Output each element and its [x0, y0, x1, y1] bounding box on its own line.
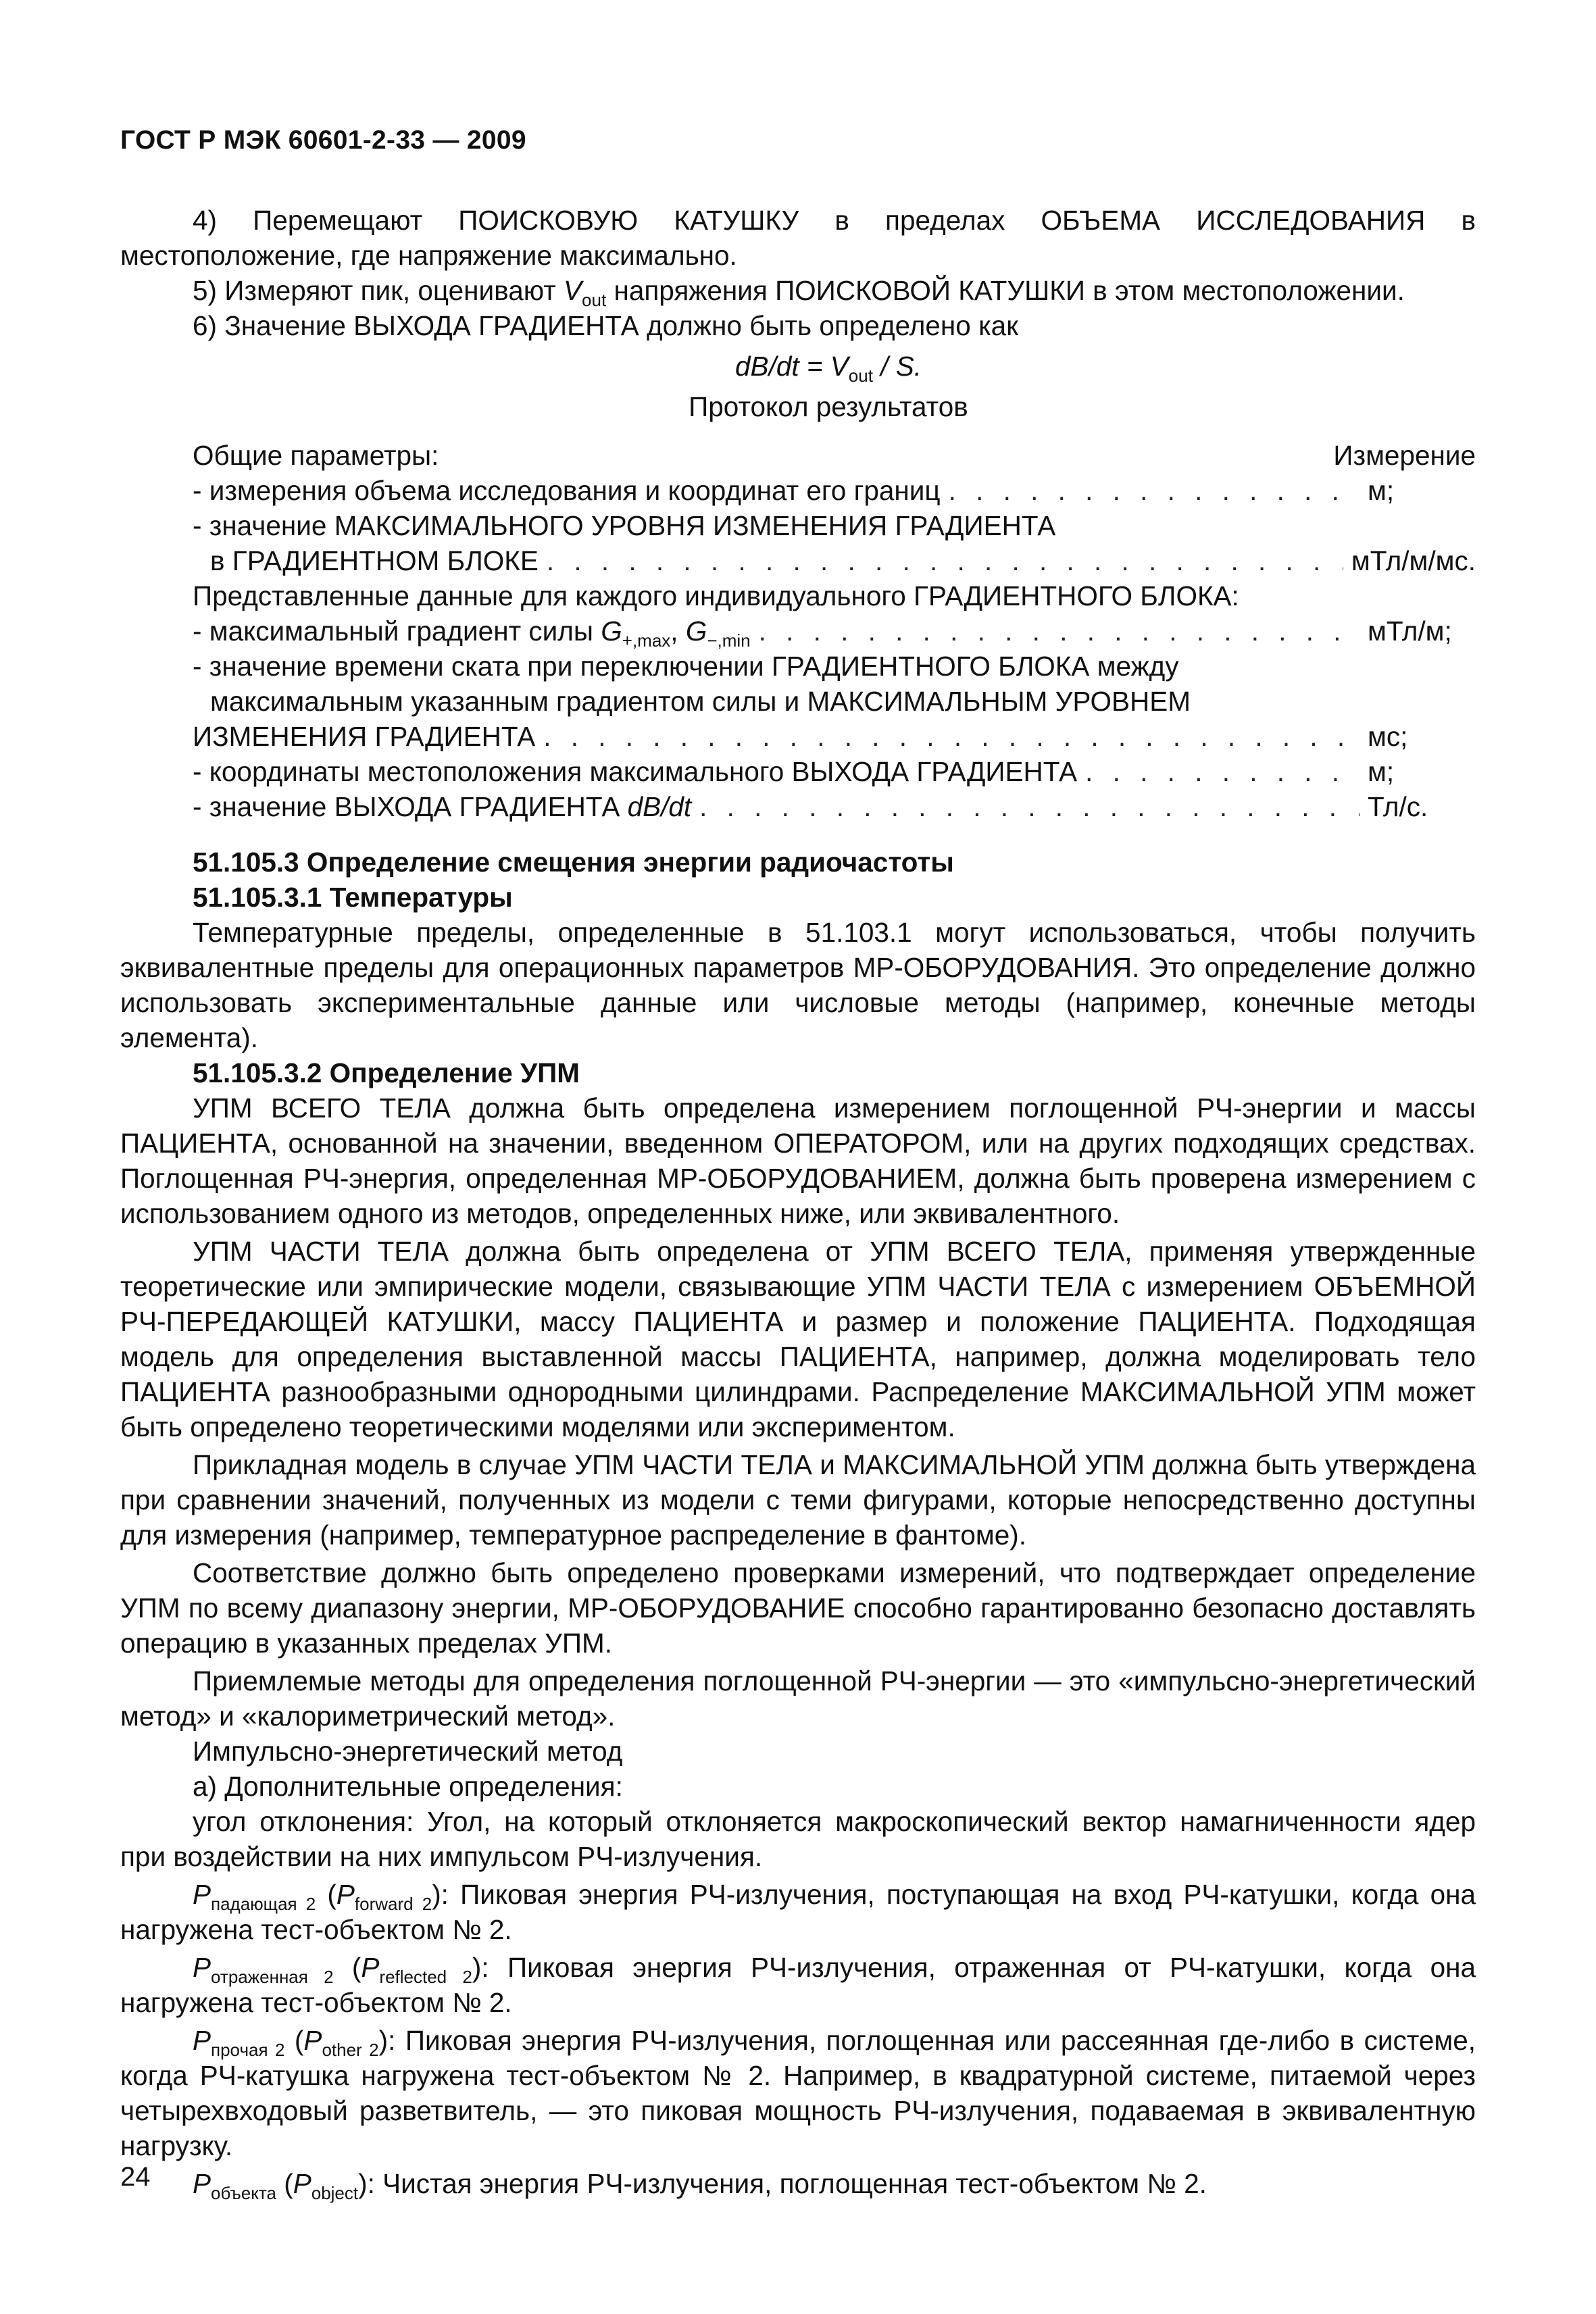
g-minus-symbol: G [685, 615, 707, 647]
paren: ( [276, 2168, 293, 2199]
definition-text: ): Чистая энергия РЧ-излучения, поглощенная тест-объектом № 2. [358, 2168, 1207, 2199]
protocol-item-2-line-1: - значение МАКСИМАЛЬНОГО УРОВНЯ ИЗМЕНЕНИЯ ГРАДИЕНТА [193, 510, 1056, 541]
p-symbol: P [293, 2168, 311, 2199]
gradient-formula [181, 349, 1476, 384]
protocol-item-4-unit: мс; [1368, 721, 1408, 752]
protocol-item-3 [193, 613, 1476, 649]
protocol-list [193, 438, 1476, 824]
definition-text: ): Пиковая энергия РЧ-излучения, поглощенная или рассеянная где-либо в системе, когда РЧ-катушка нагружена тест-объектом № 2. Например, в квадратурной системе, питаемой через четырехвходовый разветвитель, — это пиковая мощность РЧ-излучения, подаваемая в эквивалентную нагрузку. [120, 2025, 1476, 2161]
protocol-item-6 [193, 789, 1476, 824]
p-symbol: P [193, 1879, 211, 1910]
paren: ( [284, 2025, 304, 2056]
measurement-label: Измерение [1333, 440, 1476, 471]
p-subscript: падающая 2 [211, 1894, 316, 1914]
item-3-label: - максимальный градиент силы [193, 615, 601, 647]
g-plus-subscript: +,max [622, 630, 671, 651]
comma: , [670, 615, 686, 647]
sar-paragraph-5: Приемлемые методы для определения поглощенной РЧ-энергии — это «импульсно-энергетический метод» и «калориметрический метод». [120, 1665, 1476, 1732]
dot-leader [543, 719, 1360, 754]
p-subscript: объекта [211, 2183, 276, 2203]
dot-leader [547, 543, 1343, 578]
definition-text: ): Пиковая энергия РЧ-излучения, поступающая на вход РЧ-катушки, когда она нагружена тест-объектом № 2. [120, 1879, 1476, 1945]
dot-leader [949, 473, 1360, 508]
protocol-item-3-text [193, 613, 751, 649]
definition-p-reflected [120, 1950, 1476, 2020]
protocol-item-5 [193, 754, 1476, 789]
page-content [120, 203, 1476, 2201]
dot-leader [759, 613, 1360, 649]
page-number: 24 [120, 2162, 151, 2192]
definition-p-other [120, 2023, 1476, 2163]
voltage-symbol: V [564, 275, 582, 306]
item-6-label: - значение ВЫХОДА ГРАДИЕНТА [193, 791, 628, 822]
p-subscript: reflected 2 [379, 1967, 472, 1987]
protocol-item-6-unit: Тл/с. [1368, 791, 1428, 822]
section-heading-51-105-3-1: 51.105.3.1 Температуры [193, 882, 513, 913]
g-plus-symbol: G [601, 615, 622, 647]
formula-lhs: dB/dt = V [735, 351, 849, 382]
step-4: 4) Перемещают ПОИСКОВУЮ КАТУШКУ в пределах ОБЪЕМА ИССЛЕДОВАНИЯ в местоположение, где напряжение максимально. [120, 205, 1476, 271]
protocol-item-2-unit: мТл/м/мс. [1351, 545, 1476, 576]
definition-p-forward [120, 1877, 1476, 1947]
p-symbol: P [193, 1952, 211, 1983]
protocol-item-4 [193, 719, 1476, 754]
definition-p-object [120, 2166, 1476, 2201]
p-symbol: P [361, 1952, 380, 1983]
protocol-item-1-text: - измерения объема исследования и координат его границ [193, 475, 941, 506]
dot-leader [699, 789, 1360, 824]
p-subscript: other 2 [322, 2040, 379, 2060]
protocol-title: Протокол результатов [689, 391, 968, 422]
paren: ( [333, 1952, 361, 1983]
definition-text: ): Пиковая энергия РЧ-излучения, отраженная от РЧ-катушки, когда она нагружена тест-объектом № 2. [120, 1952, 1476, 2018]
step-6: 6) Значение ВЫХОДА ГРАДИЕНТА должно быть определено как [193, 310, 1018, 341]
p-subscript: forward 2 [354, 1894, 432, 1914]
step-5-text: 5) Измеряют пик, оценивают [193, 275, 564, 306]
paren: ( [316, 1879, 336, 1910]
section-heading-51-105-3-2: 51.105.3.2 Определение УПМ [193, 1057, 580, 1088]
step-5-text-end: напряжения ПОИСКОВОЙ КАТУШКИ в этом местоположении. [606, 275, 1405, 306]
protocol-item-2-text: в ГРАДИЕНТНОМ БЛОКЕ [210, 545, 539, 576]
deflection-angle-definition: угол отклонения: Угол, на который отклоняется макроскопический вектор намагниченности ядер при воздействии на них импульсом РЧ-излучения. [120, 1806, 1476, 1872]
protocol-item-1 [193, 473, 1476, 508]
document-header: ГОСТ Р МЭК 60601-2-33 — 2009 [120, 126, 526, 155]
p-subscript: прочая 2 [211, 2040, 285, 2060]
pulse-energy-method: Импульсно-энергетический метод [193, 1736, 623, 1767]
section-heading-51-105-3: 51.105.3 Определение смещения энергии радиочастоты [193, 847, 954, 878]
protocol-item-6-text [193, 789, 691, 824]
temperature-paragraph: Температурные пределы, определенные в 51.103.1 могут использоваться, чтобы получить эквивалентные пределы для операционных параметров МР-ОБОРУДОВАНИЯ. Это определение должно использовать экспериментальные данные или числовые методы (например, конечные методы элемента). [120, 917, 1476, 1053]
protocol-general-row [193, 438, 1476, 473]
p-subscript: object [311, 2183, 359, 2203]
protocol-item-4-text: ИЗМЕНЕНИЯ ГРАДИЕНТА [193, 721, 536, 752]
sar-paragraph-1: УПМ ВСЕГО ТЕЛА должна быть определена измерением поглощенной РЧ-энергии и массы ПАЦИЕНТА, основанной на значении, введенном ОПЕРАТОРОМ, или на других подходящих средствах. Поглощенная РЧ-энергия, определенная МР-ОБОРУДОВАНИЕМ, должна быть проверена измерением с использованием одного из методов, определенных ниже, или эквивалентного. [120, 1092, 1476, 1229]
p-symbol: P [193, 2168, 211, 2199]
dot-leader [1085, 754, 1360, 789]
sar-paragraph-4: Соответствие должно быть определено проверками измерений, что подтверждает определение УПМ по всему диапазону энергии, МР-ОБОРУДОВАНИЕ способно гарантированно безопасно доставлять операцию в указанных пределах УПМ. [120, 1557, 1476, 1659]
general-params-label: Общие параметры: [193, 440, 439, 471]
formula-subscript: out [848, 366, 873, 386]
additional-definitions: а) Дополнительные определения: [193, 1771, 623, 1802]
p-symbol: P [303, 2025, 322, 2056]
protocol-item-4-line-2: максимальным указанным градиентом силы и МАКСИМАЛЬНЫМ УРОВНЕМ [210, 686, 1191, 717]
protocol-item-3-unit: мТл/м; [1368, 615, 1452, 647]
protocol-item-1-unit: м; [1368, 475, 1395, 506]
protocol-item-4-line-1: - значение времени ската при переключении ГРАДИЕНТНОГО БЛОКА между [193, 651, 1179, 682]
sar-paragraph-3: Прикладная модель в случае УПМ ЧАСТИ ТЕЛА и МАКСИМАЛЬНОЙ УПМ должна быть утверждена при сравнении значений, полученных из модели с теми фигурами, которые непосредственно доступны для измерения (например, температурное распределение в фантоме). [120, 1449, 1476, 1551]
dbdt-symbol: dB/dt [627, 791, 692, 822]
per-block-heading: Представленные данные для каждого индивидуального ГРАДИЕНТНОГО БЛОКА: [193, 580, 1239, 611]
protocol-item-5-text: - координаты местоположения максимального ВЫХОДА ГРАДИЕНТА [193, 756, 1078, 787]
protocol-item-5-unit: м; [1368, 756, 1395, 787]
p-symbol: P [336, 1879, 355, 1910]
p-symbol: P [193, 2025, 211, 2056]
protocol-item-2 [193, 543, 1476, 578]
sar-paragraph-2: УПМ ЧАСТИ ТЕЛА должна быть определена от УПМ ВСЕГО ТЕЛА, применяя утвержденные теоретические или эмпирические модели, связывающие УПМ ЧАСТИ ТЕЛА с измерением ОБЪЕМНОЙ РЧ-ПЕРЕДАЮЩЕЙ КАТУШКИ, массу ПАЦИЕНТА и размер и положение ПАЦИЕНТА. Подходящая модель для определения выставленной массы ПАЦИЕНТА, например, должна моделировать тело ПАЦИЕНТА разнообразными однородными цилиндрами. Распределение МАКСИМАЛЬНОЙ УПМ может быть определено теоретическими моделями или экспериментом. [120, 1236, 1476, 1442]
formula-rhs: / S. [872, 351, 922, 382]
step-5 [120, 273, 1476, 308]
g-minus-subscript: −,min [707, 630, 751, 651]
voltage-subscript: out [582, 290, 607, 310]
p-subscript: отраженная 2 [211, 1967, 334, 1987]
